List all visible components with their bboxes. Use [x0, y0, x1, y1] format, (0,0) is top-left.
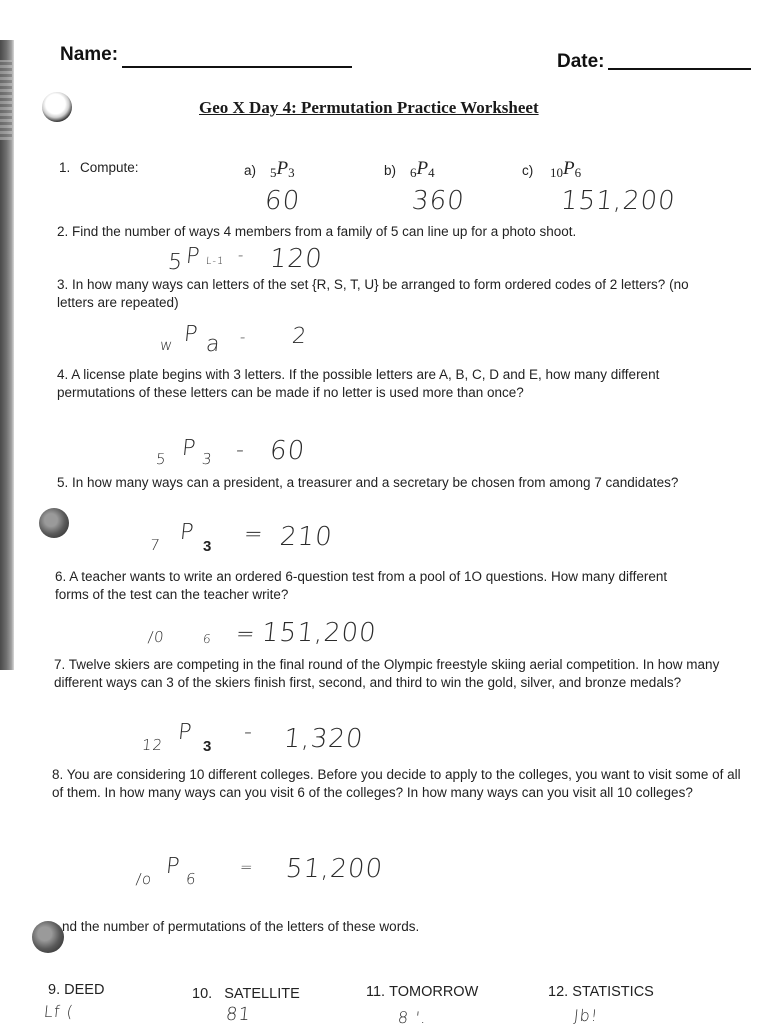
q1a-expression: $_5P_3$	[270, 158, 295, 180]
word-10: 10. SATELLITE	[192, 986, 300, 1002]
q6-work-n: /0	[147, 628, 166, 646]
q6-text: 6. A teacher wants to write an ordered 6-question test from a pool of 1O questions. How many different forms of the test can the teacher write?	[55, 569, 668, 602]
q7-answer: 1,320	[282, 724, 366, 754]
q7-work-r: 3	[203, 738, 212, 755]
name-underline	[122, 66, 352, 68]
q4-work-eq: -	[234, 438, 247, 463]
q2-work-eq: -	[237, 246, 246, 264]
q8-work-r: 6	[185, 870, 198, 888]
q1c-label: c)	[522, 163, 534, 178]
q4-text: 4. A license plate begins with 3 letters. If the possible letters are A, B, C, D and E, how many different permutations of these letters can be made if no letter is used more than once?	[57, 367, 660, 400]
punch-hole-icon	[32, 921, 64, 953]
q8-work-n: /o	[135, 870, 154, 888]
q3-answer: 2	[290, 324, 309, 349]
q4-work-p: P	[180, 436, 198, 461]
q5-work-n: 7	[149, 536, 162, 554]
punch-hole-icon	[42, 92, 72, 122]
word-10-answer: 81	[224, 1004, 253, 1025]
section-instruction: nd the number of permutations of the letters of these words.	[62, 919, 420, 934]
q8-work-p: P	[164, 854, 182, 879]
q5-text: 5. In how many ways can a president, a treasurer and a secretary be chosen from among 7 candidates?	[57, 475, 679, 490]
q5-answer: 210	[278, 522, 335, 552]
word-9: 9. DEED	[48, 982, 105, 998]
q6-answer: 151,200	[260, 618, 379, 648]
q1-number: 1.	[59, 160, 71, 175]
q2-answer: 120	[268, 244, 325, 274]
q5-work-p: P	[178, 520, 196, 545]
name-label: Name:	[60, 44, 119, 65]
q6-work-eq: =	[234, 622, 257, 647]
q3-text: 3. In how many ways can letters of the set {R, S, T, U} be arranged to form ordered codes of 2 letters? (no letters are repeated)	[57, 277, 689, 310]
word-12-answer: Jb!	[573, 1006, 600, 1025]
word-11: 11. TOMORROW	[366, 984, 479, 1000]
date-underline	[608, 68, 751, 70]
q3-work-r: a	[204, 332, 222, 357]
word-12: 12. STATISTICS	[548, 984, 654, 1000]
q4-work-r: 3	[201, 450, 214, 468]
q4-answer: 60	[268, 436, 307, 466]
q2-work-n: 5	[166, 250, 185, 275]
word-9-answer: Lf (	[43, 1002, 75, 1021]
q5-work-r: 3	[203, 538, 212, 555]
q8-answer: 51,200	[284, 854, 385, 884]
q2-work-r: L-1	[205, 256, 225, 267]
q8-work-eq: =	[239, 858, 255, 876]
q1c-expression: $_{10}P_6$	[550, 158, 582, 180]
q5-work-eq: =	[242, 522, 265, 547]
q7-work-eq: -	[242, 720, 255, 745]
date-label: Date:	[557, 51, 605, 72]
q7-work-n: 12	[141, 736, 165, 754]
q2-text: 2. Find the number of ways 4 members from a family of 5 can line up for a photo shoot.	[57, 224, 577, 239]
scan-edge-texture	[0, 60, 12, 140]
q4-work-n: 5	[155, 450, 168, 468]
q1a-label: a)	[244, 163, 257, 178]
q8-text: 8. You are considering 10 different colleges. Before you decide to apply to the colleges, you want to visit some of all of them. In how many ways can you visit 6 of the colleges? In how many ways can you visit all 10 colleges?	[52, 767, 741, 800]
worksheet-title: Geo X Day 4: Permutation Practice Worksheet	[199, 98, 539, 117]
q2-work-p: P	[184, 244, 202, 269]
q1b-answer: 360	[410, 186, 467, 216]
q1c-answer: 151,200	[559, 186, 678, 216]
q7-text: 7. Twelve skiers are competing in the final round of the Olympic freestyle skiing aerial competition. In how many different ways can 3 of the skiers finish first, second, and third to win the gold, silver, and bronze medals?	[54, 657, 720, 690]
word-11-answer: 8 '.	[397, 1008, 428, 1027]
q3-work-n: w	[159, 336, 175, 354]
q1-text: Compute:	[80, 160, 139, 175]
q3-work-p: P	[182, 322, 200, 347]
q1a-answer: 60	[263, 186, 302, 216]
q1b-expression: $_6P_4$	[410, 158, 435, 180]
q3-work-eq: -	[239, 328, 248, 346]
q7-work-p: P	[176, 720, 194, 745]
q1b-label: b)	[384, 163, 397, 178]
punch-hole-icon	[39, 508, 69, 538]
q6-work-r: 6	[202, 632, 213, 646]
